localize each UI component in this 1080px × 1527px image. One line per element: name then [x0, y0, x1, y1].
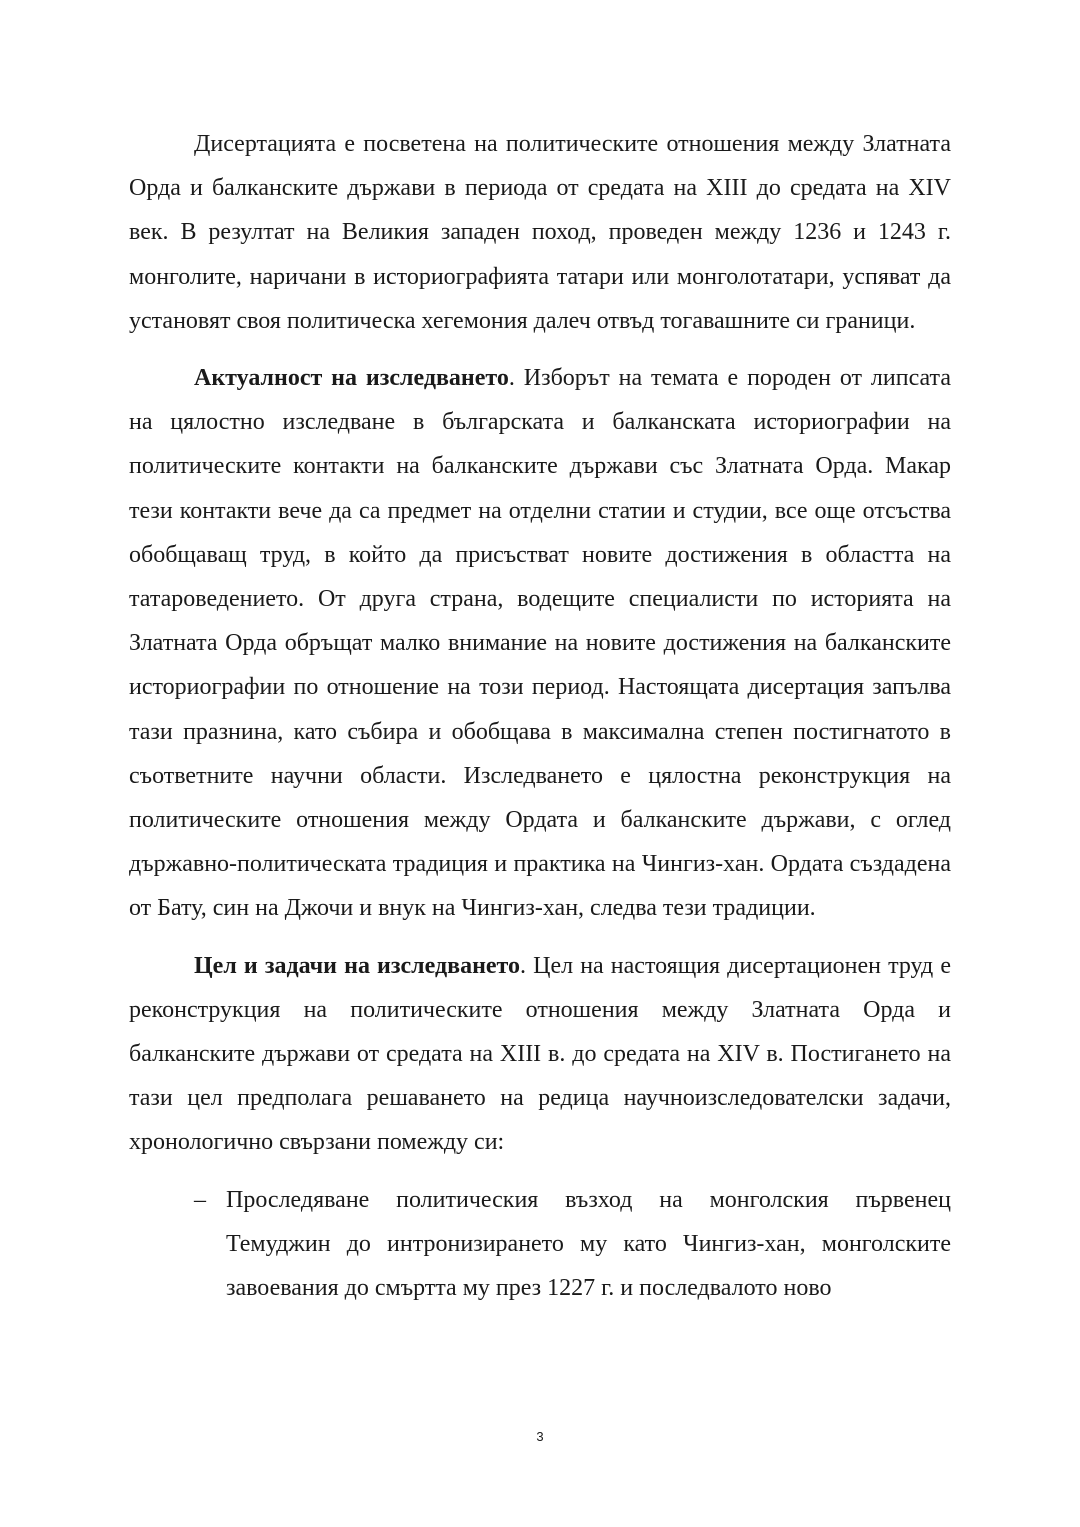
- goals-paragraph-text: Цел на настоящия дисертационен труд е реконструкция на политическите отношения между Златната Орда и балканските държави от средата на XIII в. до средата на XIV в. Постигането на тази цел предполага решаването на редица научноизследователски задачи, хронологично свързани помежду си:: [129, 952, 951, 1156]
- list-item: [129, 1178, 951, 1311]
- list-dash: –: [194, 1186, 206, 1213]
- tasks-list: [129, 1178, 951, 1311]
- goals-heading: Цел и задачи на изследването: [194, 952, 521, 979]
- relevance-heading: Актуалност на изследването: [194, 365, 509, 392]
- relevance-heading-period: .: [508, 365, 515, 392]
- goals-heading-period: .: [520, 952, 527, 979]
- page-number: 3: [536, 1429, 544, 1444]
- relevance-paragraph-text: Изборът на темата е породен от липсата на цялостно изследване в българската и балканската историографии на политическите контакти на балканските държави със Златната Орда. Макар тези контакти вече да са предмет на отделни статии и студии, все още отсъства обобщаващ труд, в който да присъстват новите достижения в областта на татароведението. От друга страна, водещите специалисти по историята на Златната Орда обръщат малко внимание на новите достижения на балканските историографии по отношение на този период. Настоящата дисертация запълва тази празнина, като събира и обобщава в максимална степен постигнатото в съответните научни области. Изследването е цялостна реконструкция на политическите отношения между Ордата и балканските държави, с оглед държавно-политическата традиция и практика на Чингиз-хан. Ордата създадена от Бату, син на Джочи и внук на Чингиз-хан, следва тези традиции.: [129, 365, 951, 922]
- goals-paragraph: [129, 944, 951, 1165]
- list-item-text: Проследяване политическия възход на монголския първенец Темуджин до интронизирането му като Чингиз-хан, монголските завоевания до смъртта му през 1227 г. и последвалото ново: [226, 1186, 951, 1302]
- document-page: [129, 122, 951, 1310]
- relevance-paragraph: [129, 356, 951, 931]
- intro-paragraph-text: Дисертацията е посветена на политическите отношения между Златната Орда и балканските държави в периода от средата на XIII до средата на XIV век. В резултат на Великия западен поход, проведен между 1236 и 1243 г. монголите, наричани в историографията татари или монголотатари, успяват да установят своя политическа хегемония далеч отвъд тогавашните си граници.: [129, 131, 951, 334]
- intro-paragraph: [129, 122, 951, 343]
